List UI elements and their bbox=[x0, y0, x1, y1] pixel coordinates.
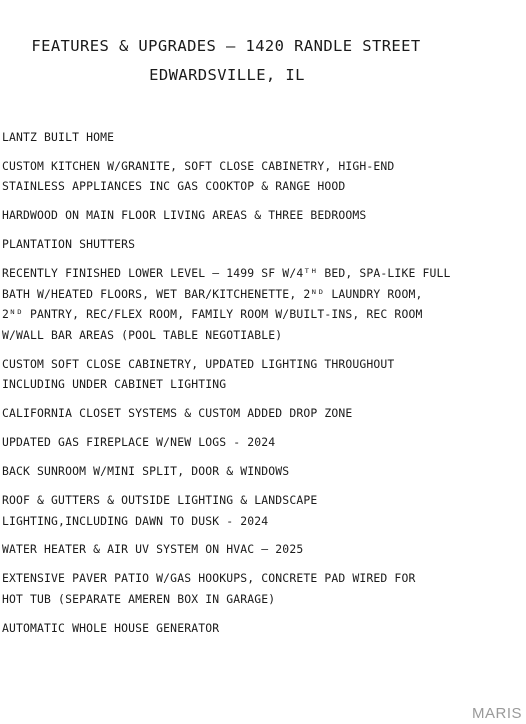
watermark-logo: MARIS bbox=[471, 705, 522, 722]
feature-item-lower-level: RECENTLY FINISHED LOWER LEVEL – 1499 SF W/4ᵀᴴ BED, SPA-LIKE FULL BATH W/HEATED FLOORS, WET BAR/KITCHENETTE, 2ᴺᴰ LAUNDRY ROOM, 2ᴺᴰ PANTRY, REC/FLEX ROOM, FAMILY ROOM W/BUILT-INS, REC ROOM W/WALL BAR AREAS (POOL TABLE NEGOTIABLE) bbox=[2, 266, 451, 342]
feature-item-builder: LANTZ BUILT HOME bbox=[2, 130, 115, 144]
feature-item-roof-gutters: ROOF & GUTTERS & OUTSIDE LIGHTING & LANDSCAPE LIGHTING,INCLUDING DAWN TO DUSK - 2024 bbox=[2, 492, 318, 528]
document-subtitle-location: EDWARDSVILLE, IL bbox=[149, 66, 305, 84]
feature-item-water-heater: WATER HEATER & AIR UV SYSTEM ON HVAC – 2025 bbox=[2, 542, 304, 557]
features-list bbox=[2, 127, 517, 647]
feature-item-patio: EXTENSIVE PAVER PATIO W/GAS HOOKUPS, CONCRETE PAD WIRED FOR HOT TUB (SEPARATE AMEREN BOX IN GARAGE) bbox=[2, 571, 416, 606]
document-title: FEATURES & UPGRADES – 1420 RANDLE STREET bbox=[31, 37, 421, 55]
feature-item-cabinetry-lighting: CUSTOM SOFT CLOSE CABINETRY, UPDATED LIGHTING THROUGHOUT INCLUDING UNDER CABINET LIGHTING bbox=[2, 356, 395, 392]
feature-item-generator: AUTOMATIC WHOLE HOUSE GENERATOR bbox=[2, 620, 220, 635]
feature-item-hardwood: HARDWOOD ON MAIN FLOOR LIVING AREAS & THREE BEDROOMS bbox=[2, 208, 367, 223]
feature-item-shutters: PLANTATION SHUTTERS bbox=[2, 237, 136, 252]
feature-item-fireplace: UPDATED GAS FIREPLACE W/NEW LOGS - 2024 bbox=[2, 435, 276, 450]
feature-item-sunroom: BACK SUNROOM W/MINI SPLIT, DOOR & WINDOWS bbox=[2, 464, 290, 479]
feature-item-closets: CALIFORNIA CLOSET SYSTEMS & CUSTOM ADDED DROP ZONE bbox=[2, 406, 353, 421]
feature-item-kitchen: CUSTOM KITCHEN W/GRANITE, SOFT CLOSE CABINETRY, HIGH-END STAINLESS APPLIANCES INC GAS COOKTOP & RANGE HOOD bbox=[2, 158, 395, 194]
